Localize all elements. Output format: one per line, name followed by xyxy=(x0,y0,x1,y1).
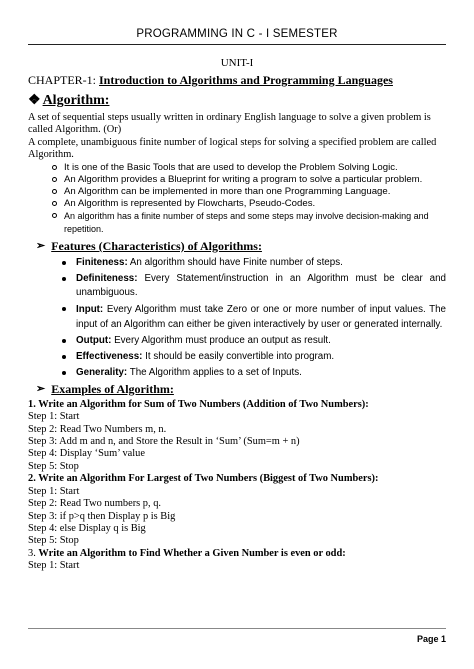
algorithm-heading-label: Algorithm: xyxy=(42,93,110,108)
example-2-step: Step 4: else Display q is Big xyxy=(28,522,146,534)
example-3-question: 3. Write an Algorithm to Find Whether a Given Number is even or odd: xyxy=(28,547,346,559)
list-item: An algorithm has a finite number of steps and some steps may involve decision-making and repetition. xyxy=(52,210,446,234)
chapter-title xyxy=(28,72,446,88)
algorithm-definition-1: A set of sequential steps usually written in ordinary English language to solve a given problem is called Algorithm. (Or) xyxy=(28,112,431,136)
list-item: Output: Every Algorithm must produce an output as result. xyxy=(62,334,446,348)
diamond-bullet-icon: ❖ xyxy=(28,93,41,108)
examples-heading-label: Examples of Algorithm: xyxy=(51,381,174,396)
circle-bullet-icon xyxy=(52,177,57,182)
footer-rule xyxy=(28,628,446,629)
list-item: Input: Every Algorithm must take Zero or one or more number of input values. The input of an Algorithm can either be given interactively by user or generated internally. xyxy=(62,302,446,332)
list-item: An Algorithm is represented by Flowcharts, Pseudo-Codes. xyxy=(52,198,446,210)
algorithm-points-list xyxy=(28,162,446,235)
example-2-step: Step 5: Stop xyxy=(28,535,79,547)
example-1-step: Step 5: Stop xyxy=(28,460,79,472)
dot-bullet-icon xyxy=(62,261,66,265)
list-item: An Algorithm provides a Blueprint for writing a program to solve a particular problem. xyxy=(52,174,446,186)
example-1-step: Step 1: Start xyxy=(28,411,80,423)
unit-title: UNIT-I xyxy=(220,57,254,69)
list-item: It is one of the Basic Tools that are used to develop the Problem Solving Logic. xyxy=(52,162,446,174)
circle-bullet-icon xyxy=(52,201,57,206)
page-header: PROGRAMMING IN C - I SEMESTER xyxy=(136,28,338,40)
circle-bullet-icon xyxy=(52,213,57,218)
circle-bullet-icon xyxy=(52,189,57,194)
features-list xyxy=(28,256,446,380)
example-2-question: 2. Write an Algorithm For Largest of Two Numbers (Biggest of Two Numbers): xyxy=(28,473,379,485)
arrow-bullet-icon: ➢ xyxy=(36,239,46,252)
example-1 xyxy=(28,399,446,473)
examples-heading xyxy=(36,382,446,397)
dot-bullet-icon xyxy=(62,307,66,311)
list-item: An Algorithm can be implemented in more than one Programming Language. xyxy=(52,186,446,198)
features-heading-label: Features (Characteristics) of Algorithms: xyxy=(51,238,262,253)
example-2-step: Step 3: if p>q then Display p is Big xyxy=(28,510,176,522)
chapter-prefix: CHAPTER-1: xyxy=(28,73,100,87)
algorithm-heading xyxy=(28,92,446,110)
list-item: Finiteness: An algorithm should have Finite number of steps. xyxy=(62,256,446,270)
example-1-step: Step 4: Display ‘Sum’ value xyxy=(28,448,145,460)
dot-bullet-icon xyxy=(62,355,66,359)
page-number: Page 1 xyxy=(416,634,446,644)
page-content xyxy=(28,56,446,573)
list-item: Definiteness: Every Statement/instruction in an Algorithm must be clear and unambiguous. xyxy=(62,272,446,300)
dot-bullet-icon xyxy=(62,339,66,343)
example-1-step: Step 2: Read Two Numbers m, n. xyxy=(28,423,167,435)
list-item: Effectiveness: It should be easily convertible into program. xyxy=(62,350,446,364)
example-3-step: Step 1: Start xyxy=(28,560,80,572)
example-1-question: 1. Write an Algorithm for Sum of Two Numbers (Addition of Two Numbers): xyxy=(28,398,369,410)
chapter-name: Introduction to Algorithms and Programming Languages xyxy=(99,73,393,87)
dot-bullet-icon xyxy=(62,277,66,281)
list-item: Generality: The Algorithm applies to a set of Inputs. xyxy=(62,366,446,380)
example-2 xyxy=(28,473,446,547)
header-rule xyxy=(28,44,446,45)
arrow-bullet-icon: ➢ xyxy=(36,382,46,395)
circle-bullet-icon xyxy=(52,165,57,170)
algorithm-definition-2: A complete, unambiguous finite number of logical steps for solving a specified problem are called Algorithm. xyxy=(28,136,437,161)
example-2-step: Step 2: Read Two numbers p, q. xyxy=(28,498,161,510)
example-1-step: Step 3: Add m and n, and Store the Result in ‘Sum’ (Sum=m + n) xyxy=(28,436,300,448)
example-2-step: Step 1: Start xyxy=(28,485,80,497)
features-heading xyxy=(36,239,446,254)
dot-bullet-icon xyxy=(62,371,66,375)
example-3 xyxy=(28,548,446,573)
